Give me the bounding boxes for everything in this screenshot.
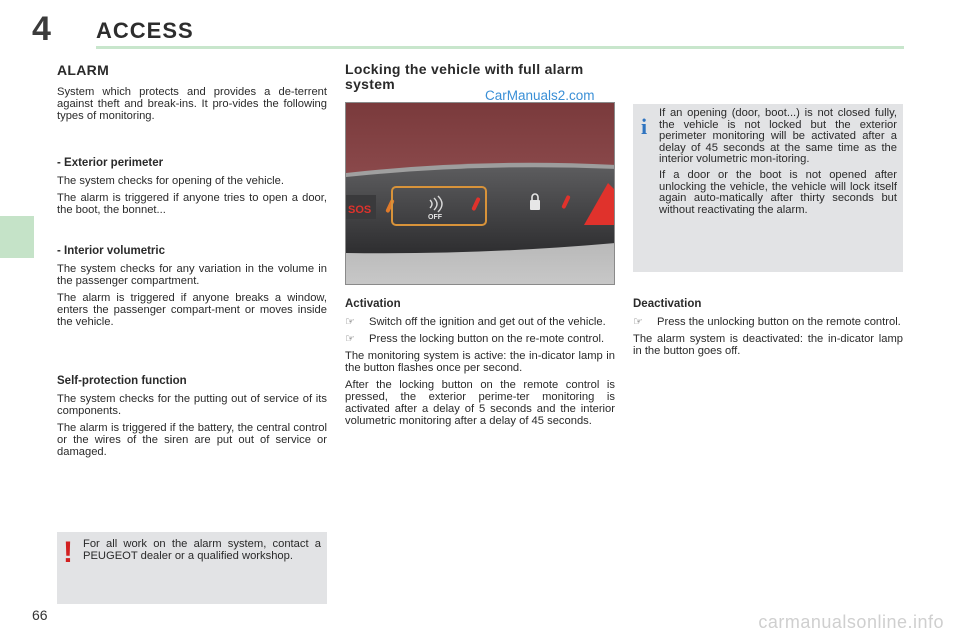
watermark-footer: carmanualsonline.info xyxy=(758,612,944,632)
activation-section xyxy=(345,298,615,432)
hand-pointer-icon: ☞ xyxy=(345,316,355,328)
alarm-title: ALARM xyxy=(57,62,110,78)
activation-text-2: After the locking button on the remote control is pressed, the exterior perime-ter monitoring is activated after a delay of 5 seconds and the interior volumetric monitoring after a delay of 45 seconds. xyxy=(345,379,615,427)
page-number: 66 xyxy=(32,607,48,623)
alarm-button-panel-illustration xyxy=(346,103,615,285)
chapter-side-tab xyxy=(0,216,34,258)
activation-step-2 xyxy=(345,333,615,345)
locking-title: Locking the vehicle with full alarm system xyxy=(345,61,584,92)
deactivation-step-1-text: Press the unlocking button on the remote control. xyxy=(657,316,901,328)
deactivation-section xyxy=(633,298,903,362)
info-text-2: If a door or the boot is not opened after unlocking the vehicle, the vehicle will lock itself again auto-matically after thirty seconds but without reactivating the alarm. xyxy=(659,168,897,216)
header-rule xyxy=(96,46,904,49)
info-box xyxy=(633,104,903,272)
exterior-perimeter-text-2: The alarm is triggered if anyone tries to open a door, the boot, the bonnet... xyxy=(57,192,327,216)
interior-volumetric-text-2: The alarm is triggered if anyone breaks a window, enters the passenger compart-ment or moves inside the vehicle. xyxy=(57,292,327,328)
deactivation-step-1 xyxy=(633,316,903,328)
chapter-number: 4 xyxy=(32,10,51,48)
interior-volumetric-text-1: The system checks for any variation in the volume in the passenger compartment. xyxy=(57,263,327,287)
deactivation-title: Deactivation xyxy=(633,298,702,310)
self-protection-text-1: The system checks for the putting out of service of its components. xyxy=(57,393,327,417)
chapter-title: ACCESS xyxy=(96,18,194,43)
hand-pointer-icon: ☞ xyxy=(633,316,643,328)
alarm-column xyxy=(57,62,327,463)
warning-text: For all work on the alarm system, contact a PEUGEOT dealer or a qualified workshop. xyxy=(83,538,321,562)
off-label: OFF xyxy=(428,214,442,221)
watermark-top: CarManuals2.com xyxy=(485,88,595,103)
dashboard-photo xyxy=(345,102,615,285)
self-protection-title: Self-protection function xyxy=(57,375,187,387)
warning-box xyxy=(57,532,327,604)
info-icon: i xyxy=(641,114,648,139)
alarm-intro: System which protects and provides a de-terrent against theft and break-ins. It pro-vides the following types of monitoring. xyxy=(57,86,327,122)
exterior-perimeter-text-1: The system checks for opening of the vehicle. xyxy=(57,175,284,187)
deactivation-text-1: The alarm system is deactivated: the in-dicator lamp in the button goes off. xyxy=(633,333,903,357)
self-protection-text-2: The alarm is triggered if the battery, the central control or the wires of the siren are put out of service or damaged. xyxy=(57,422,327,458)
activation-step-1 xyxy=(345,316,615,328)
info-text-1: If an opening (door, boot...) is not closed fully, the vehicle is not locked but the exterior perimeter monitoring will be activated after a delay of 45 seconds at the same time as the interior volumetric mon-itoring. xyxy=(659,107,897,166)
activation-step-2-text: Press the locking button on the re-mote control. xyxy=(369,333,605,345)
activation-title: Activation xyxy=(345,298,401,310)
sos-label: SOS xyxy=(348,204,372,216)
interior-volumetric-title: - Interior volumetric xyxy=(57,245,165,257)
exclamation-icon: ! xyxy=(63,536,73,569)
activation-text-1: The monitoring system is active: the in-dicator lamp in the button flashes once per second. xyxy=(345,350,615,374)
exterior-perimeter-title: - Exterior perimeter xyxy=(57,157,164,169)
activation-step-1-text: Switch off the ignition and get out of the vehicle. xyxy=(369,316,606,328)
hand-pointer-icon: ☞ xyxy=(345,333,355,345)
